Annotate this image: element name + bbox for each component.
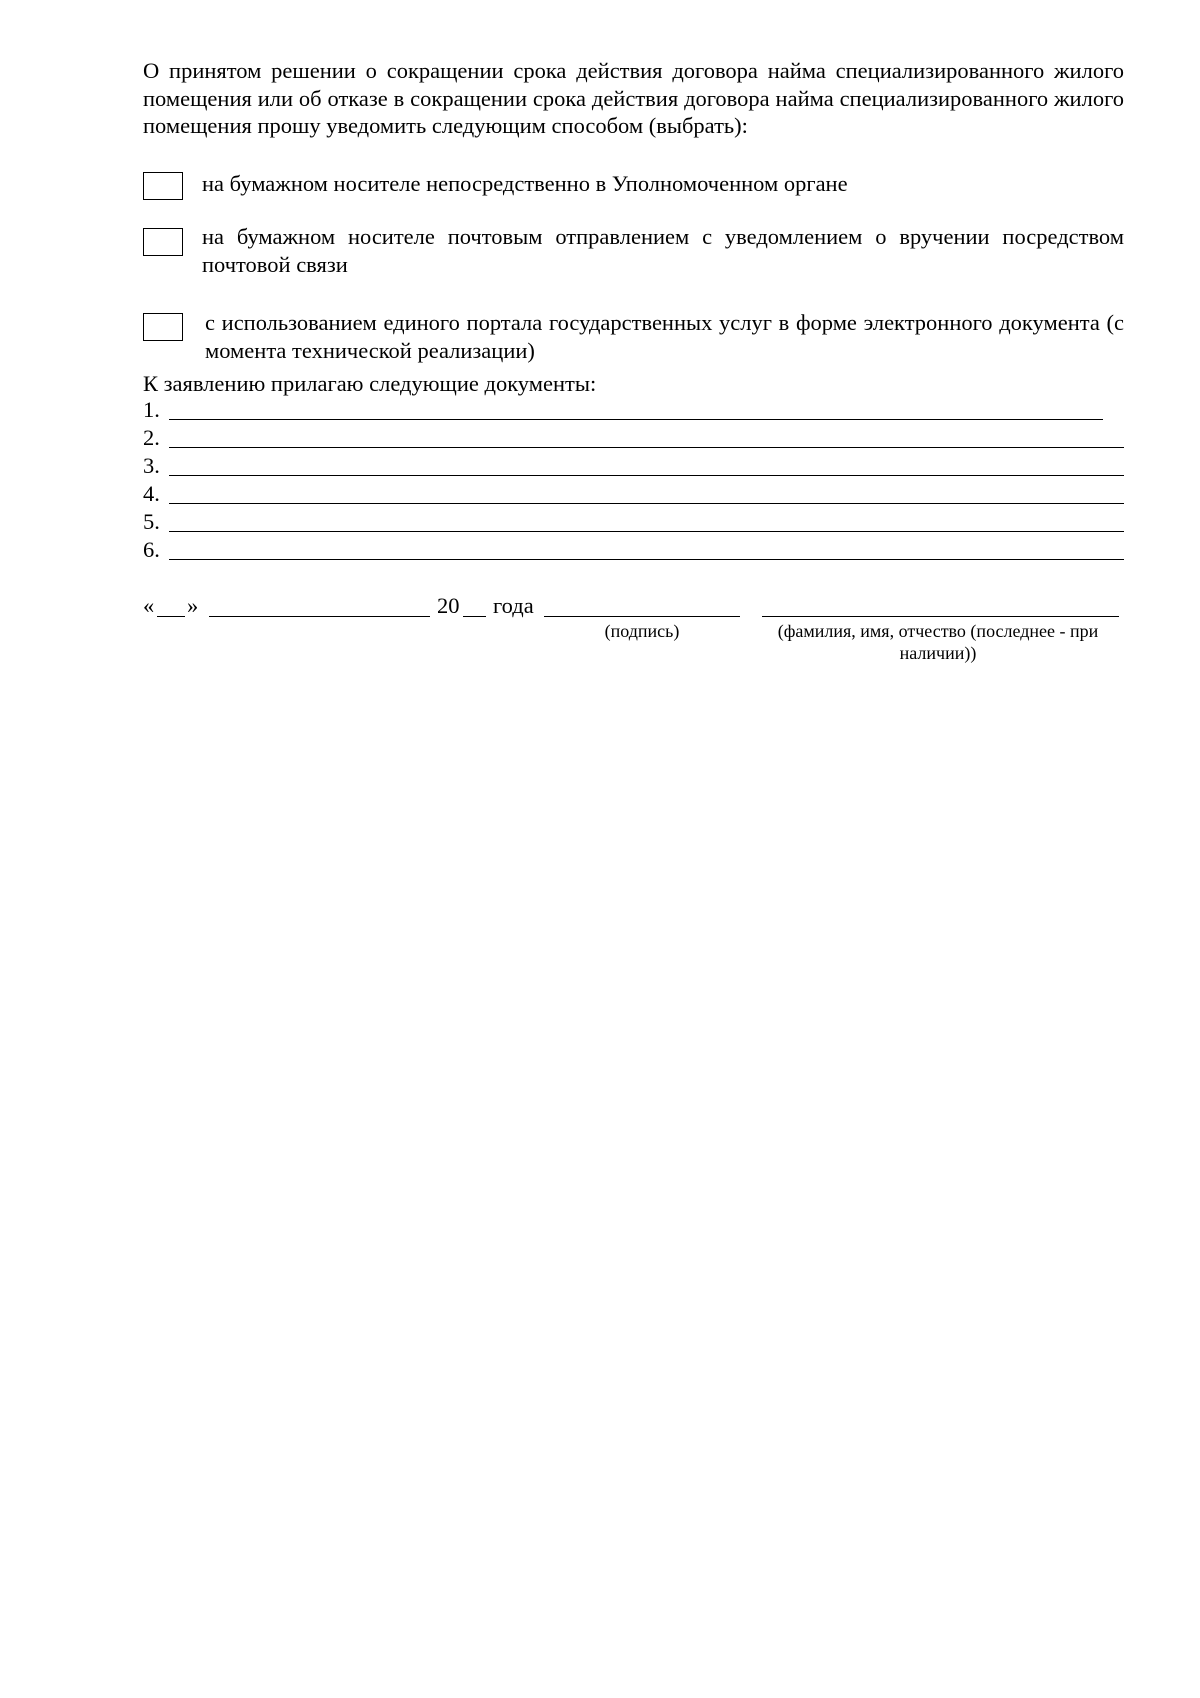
attachment-number: 3. [143,453,160,478]
attachment-number: 5. [143,509,160,534]
date-day-blank[interactable] [157,616,185,617]
signature-row [143,592,1124,622]
date-open-quote: « [143,593,155,618]
attachment-line-1[interactable] [143,396,1103,424]
attachment-blank-4[interactable] [169,503,1124,504]
notify-paper-in-person-label: на бумажном носителе непосредственно в Уполномоченном органе [202,171,848,196]
attachment-number: 1. [143,397,160,422]
notify-paper-by-post-label: на бумажном носителе почтовым отправлением с уведомлением о вручении посредством почтовой связи [202,224,1124,277]
attachment-blank-3[interactable] [169,475,1124,476]
date-year-word: года [493,593,534,618]
date-year-prefix: 20 [437,593,460,618]
full-name-caption: (фамилия, имя, отчество (последнее - при наличии)) [777,621,1099,663]
signature-caption: (подпись) [604,621,680,641]
attachment-line-4[interactable] [143,480,1124,508]
attachment-number: 4. [143,481,160,506]
full-name-blank[interactable] [762,616,1119,617]
date-close-quote: » [187,593,199,618]
notify-gosuslugi-portal-label: с использованием единого портала государственных услуг в форме электронного документа (с момента технической реализации) [205,310,1124,363]
attachment-number: 2. [143,425,160,450]
attachment-line-5[interactable] [143,508,1124,536]
notify-paper-in-person-checkbox[interactable] [143,172,183,200]
attachment-blank-2[interactable] [169,447,1124,448]
notify-paper-by-post-checkbox[interactable] [143,228,183,256]
attachments-heading: К заявлению прилагаю следующие документы: [143,371,597,396]
date-year-blank[interactable] [463,616,486,617]
date-month-blank[interactable] [209,616,430,617]
attachment-line-6[interactable] [143,536,1124,564]
notify-gosuslugi-portal-checkbox[interactable] [143,313,183,341]
intro-paragraph: О принятом решении о сокращении срока действия договора найма специализированного жилого помещения или об отказе в сокращении срока действия договора найма специализированного жилого помещения прошу уведомить следующим способом (выбрать): [143,58,1124,138]
signature-blank[interactable] [544,616,740,617]
attachment-line-3[interactable] [143,452,1124,480]
attachment-line-2[interactable] [143,424,1124,452]
attachment-blank-6[interactable] [169,559,1124,560]
attachment-blank-5[interactable] [169,531,1124,532]
attachment-number: 6. [143,537,160,562]
attachment-blank-1[interactable] [169,419,1103,420]
